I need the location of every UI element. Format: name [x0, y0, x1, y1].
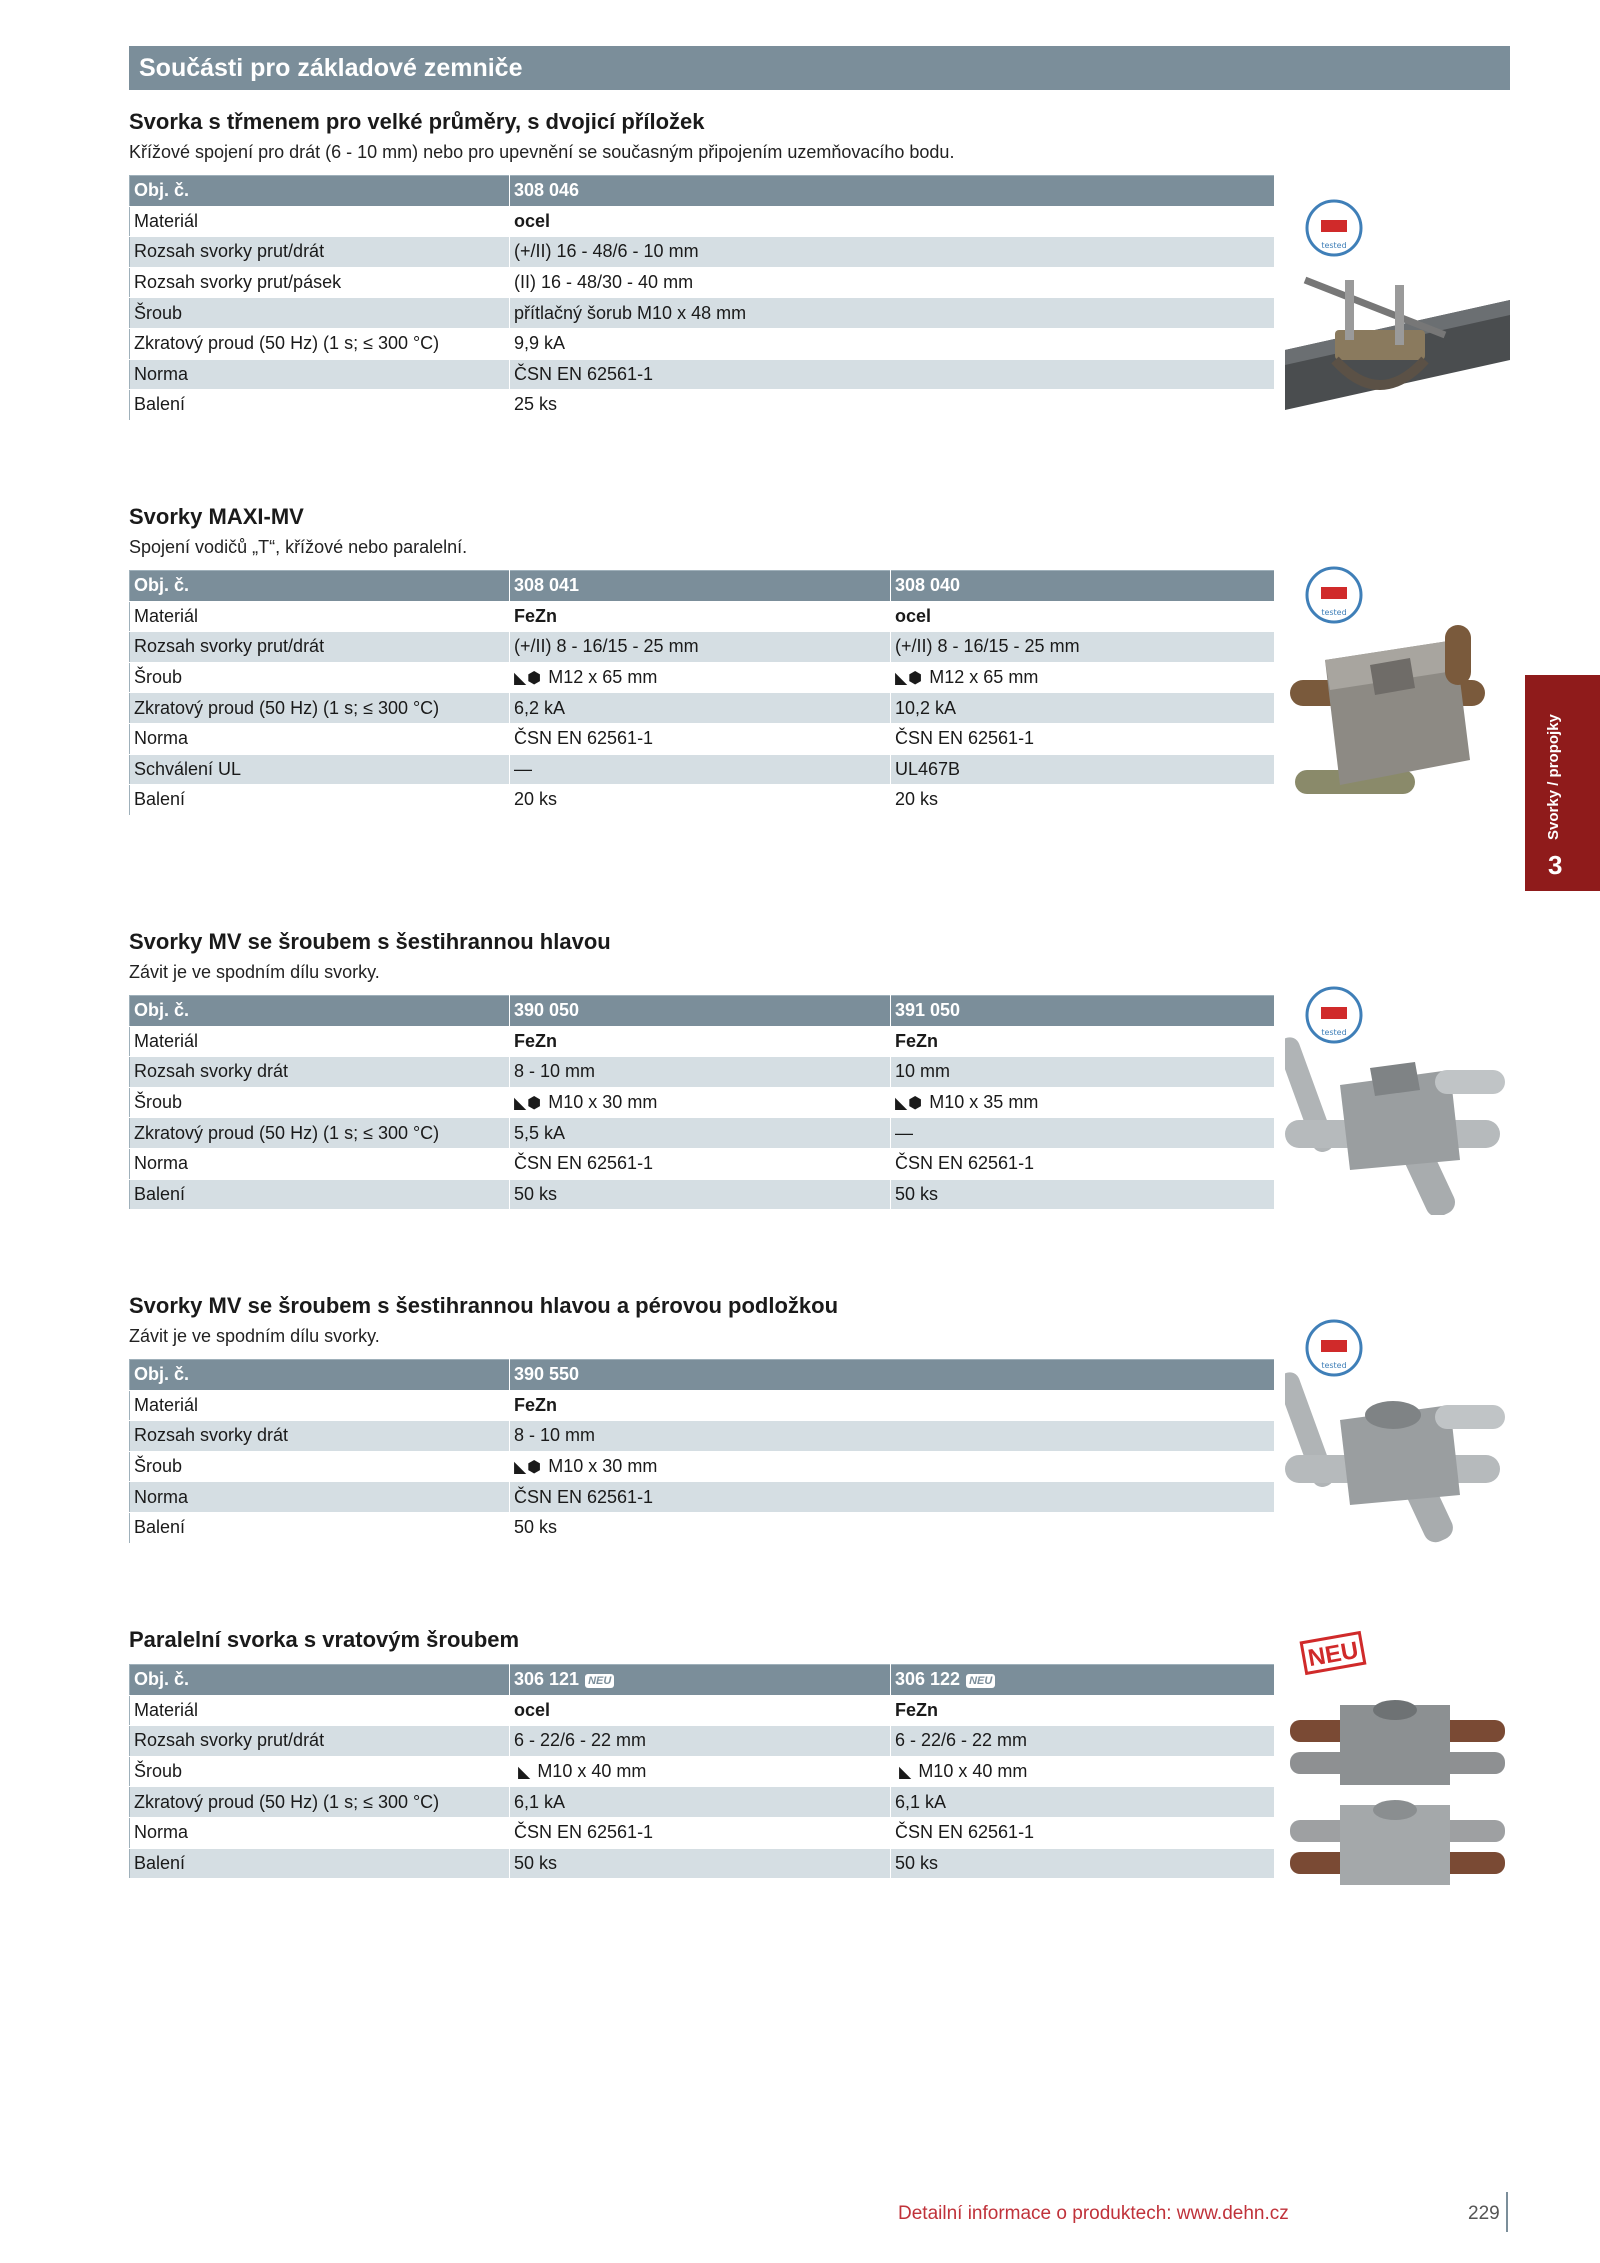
row-value: 20 ks — [510, 785, 891, 816]
row-label: Šroub — [130, 662, 510, 693]
row-label: Balení — [130, 1179, 510, 1210]
page-number-divider — [1506, 2192, 1508, 2232]
table-row — [130, 1695, 1275, 1726]
row-label: Materiál — [130, 206, 510, 237]
header-cell — [510, 1665, 891, 1696]
table-header-row — [130, 176, 1275, 207]
table-row — [130, 754, 1275, 785]
table-row — [130, 1390, 1275, 1421]
table-row — [130, 1118, 1275, 1149]
row-value: FeZn — [891, 1026, 1275, 1057]
row-label: Schválení UL — [130, 754, 510, 785]
table-row — [130, 632, 1275, 663]
hex-screw-icon: ◣⬢ — [514, 1095, 543, 1113]
mv-hex-clamp-photo — [1285, 1030, 1510, 1215]
row-value: FeZn — [510, 1390, 1275, 1421]
row-value: 10 mm — [891, 1057, 1275, 1088]
row-value-screw — [510, 1451, 1275, 1482]
header-cell: 390 550 — [510, 1360, 1275, 1391]
row-label: Norma — [130, 1148, 510, 1179]
row-value-screw — [891, 1756, 1275, 1787]
row-value: 10,2 kA — [891, 693, 1275, 724]
header-cell: 391 050 — [891, 996, 1275, 1027]
table-row — [130, 267, 1275, 298]
hex-screw-icon: ◣⬢ — [895, 670, 924, 688]
table-row — [130, 601, 1275, 632]
table-row — [130, 1057, 1275, 1088]
row-value: ČSN EN 62561-1 — [510, 1482, 1275, 1513]
row-value: FeZn — [510, 1026, 891, 1057]
screw-value: M10 x 35 mm — [929, 1092, 1039, 1113]
row-value: ČSN EN 62561-1 — [891, 1148, 1275, 1179]
table-row — [130, 1512, 1275, 1543]
table-row — [130, 785, 1275, 816]
screw-value: M10 x 40 mm — [918, 1761, 1028, 1782]
row-value: 25 ks — [510, 390, 1275, 421]
row-value: ČSN EN 62561-1 — [510, 1817, 891, 1848]
row-value: 6,1 kA — [891, 1787, 1275, 1818]
table-row — [130, 1482, 1275, 1513]
carriage-bolt-icon: ◣ — [899, 1764, 913, 1782]
row-label: Norma — [130, 1482, 510, 1513]
row-label: Rozsah svorky prut/drát — [130, 632, 510, 663]
header-cell: 308 040 — [891, 571, 1275, 602]
header-cell: Obj. č. — [130, 571, 510, 602]
header-cell: Obj. č. — [130, 1360, 510, 1391]
header-cell: 390 050 — [510, 996, 891, 1027]
row-label: Šroub — [130, 1756, 510, 1787]
row-label: Materiál — [130, 1695, 510, 1726]
row-value: (+/II) 8 - 16/15 - 25 mm — [510, 632, 891, 663]
row-value: ČSN EN 62561-1 — [510, 723, 891, 754]
screw-value: M10 x 40 mm — [537, 1761, 647, 1782]
row-value: 6,1 kA — [510, 1787, 891, 1818]
product-details-link[interactable]: Detailní informace o produktech: www.dehn.cz — [898, 2203, 1289, 2224]
table-row — [130, 359, 1275, 390]
spec-table — [129, 570, 1275, 816]
row-value-screw — [510, 1087, 891, 1118]
mv-hex-spring-clamp-photo — [1285, 1365, 1510, 1545]
row-label: Materiál — [130, 1390, 510, 1421]
table-row — [130, 1087, 1275, 1118]
row-value: 6 - 22/6 - 22 mm — [891, 1726, 1275, 1757]
table-header-row — [130, 1360, 1275, 1391]
row-value: FeZn — [891, 1695, 1275, 1726]
spec-table — [129, 1359, 1275, 1544]
section-subtitle: Spojení vodičů „T“, křížové nebo paralelní. — [129, 537, 468, 557]
row-value: 6 - 22/6 - 22 mm — [510, 1726, 891, 1757]
table-row — [130, 1787, 1275, 1818]
table-row — [130, 237, 1275, 268]
row-value: — — [891, 1118, 1275, 1149]
table-header-row — [130, 571, 1275, 602]
row-value: přítlačný šorub M10 x 48 mm — [510, 298, 1275, 329]
table-row — [130, 1026, 1275, 1057]
row-value: ČSN EN 62561-1 — [510, 359, 1275, 390]
header-cell: Obj. č. — [130, 996, 510, 1027]
section-title: Svorka s třmenem pro velké průměry, s dvojicí příložek — [129, 109, 705, 134]
section-title: Svorky MAXI-MV — [129, 504, 304, 529]
row-value: ocel — [891, 601, 1275, 632]
hex-screw-icon: ◣⬢ — [514, 1459, 543, 1477]
table-row — [130, 298, 1275, 329]
header-cell: Obj. č. — [130, 1665, 510, 1696]
chapter-side-tab[interactable] — [1525, 675, 1600, 891]
table-row — [130, 1421, 1275, 1452]
page-number: 229 — [1468, 2203, 1500, 2224]
screw-value: M12 x 65 mm — [548, 667, 658, 688]
neu-badge: NEU — [585, 1674, 614, 1688]
tested-label: tested — [1321, 1028, 1347, 1037]
section-mv-hex-spring — [129, 1292, 1274, 1544]
row-label: Norma — [130, 1817, 510, 1848]
row-value: 50 ks — [510, 1179, 891, 1210]
header-cell: 308 041 — [510, 571, 891, 602]
tested-label: tested — [1321, 608, 1347, 617]
row-value-screw — [891, 1087, 1275, 1118]
row-value: 9,9 kA — [510, 328, 1275, 359]
row-label: Materiál — [130, 601, 510, 632]
row-label: Rozsah svorky prut/drát — [130, 1726, 510, 1757]
section-mv-hex — [129, 928, 1274, 1210]
spec-table — [129, 175, 1275, 421]
table-row — [130, 1179, 1275, 1210]
row-label: Rozsah svorky drát — [130, 1057, 510, 1088]
neu-badge: NEU — [966, 1674, 995, 1688]
stirrup-clamp-photo — [1285, 240, 1510, 410]
row-label: Zkratový proud (50 Hz) (1 s; ≤ 300 °C) — [130, 1118, 510, 1149]
row-value: (+/II) 16 - 48/6 - 10 mm — [510, 237, 1275, 268]
section-stirrup-clamp — [129, 108, 1274, 421]
row-label: Rozsah svorky prut/pásek — [130, 267, 510, 298]
row-value: (+/II) 8 - 16/15 - 25 mm — [891, 632, 1275, 663]
row-label: Rozsah svorky prut/drát — [130, 237, 510, 268]
table-row — [130, 1817, 1275, 1848]
row-label: Šroub — [130, 298, 510, 329]
hex-screw-icon: ◣⬢ — [895, 1095, 924, 1113]
table-row — [130, 328, 1275, 359]
row-value: 50 ks — [510, 1512, 1275, 1543]
table-row — [130, 723, 1275, 754]
hex-screw-icon: ◣⬢ — [514, 670, 543, 688]
row-label: Šroub — [130, 1087, 510, 1118]
row-value: ocel — [510, 1695, 891, 1726]
tested-label: tested — [1321, 241, 1347, 250]
row-value: (II) 16 - 48/30 - 40 mm — [510, 267, 1275, 298]
section-title: Svorky MV se šroubem s šestihrannou hlavou a pérovou podložkou — [129, 1293, 839, 1318]
screw-value: M10 x 30 mm — [548, 1092, 658, 1113]
row-label: Balení — [130, 1848, 510, 1879]
section-parallel-clamp — [129, 1626, 1274, 1879]
row-label: Zkratový proud (50 Hz) (1 s; ≤ 300 °C) — [130, 693, 510, 724]
row-label: Norma — [130, 723, 510, 754]
neu-stamp: NEU — [1300, 1631, 1367, 1675]
section-subtitle: Křížové spojení pro drát (6 - 10 mm) nebo pro upevnění se současným připojením uzemňovacího bodu. — [129, 142, 955, 162]
row-value: 20 ks — [891, 785, 1275, 816]
section-title: Paralelní svorka s vratovým šroubem — [129, 1627, 520, 1652]
row-value: 50 ks — [891, 1179, 1275, 1210]
table-row — [130, 206, 1275, 237]
row-value: FeZn — [510, 601, 891, 632]
screw-value: M12 x 65 mm — [929, 667, 1039, 688]
row-value-screw — [510, 662, 891, 693]
row-value: 6,2 kA — [510, 693, 891, 724]
tested-label: tested — [1321, 1361, 1347, 1370]
row-value: 8 - 10 mm — [510, 1057, 891, 1088]
section-subtitle: Závit je ve spodním dílu svorky. — [129, 962, 380, 982]
row-value: ČSN EN 62561-1 — [891, 723, 1275, 754]
parallel-clamp-photo — [1285, 1680, 1510, 1890]
table-row — [130, 662, 1275, 693]
side-tab-number: 3 — [1548, 850, 1563, 880]
row-value: ČSN EN 62561-1 — [510, 1148, 891, 1179]
row-value: — — [510, 754, 891, 785]
row-label: Balení — [130, 1512, 510, 1543]
section-subtitle: Závit je ve spodním dílu svorky. — [129, 1326, 380, 1346]
table-row — [130, 1726, 1275, 1757]
row-label: Materiál — [130, 1026, 510, 1057]
row-value: UL467B — [891, 754, 1275, 785]
row-label: Norma — [130, 359, 510, 390]
article-number: 306 121 — [514, 1669, 580, 1690]
maxi-mv-clamp-photo — [1285, 610, 1490, 810]
row-value-screw — [891, 662, 1275, 693]
row-value: ocel — [510, 206, 1275, 237]
table-header-row — [130, 1665, 1275, 1696]
table-row — [130, 1451, 1275, 1482]
header-cell: 308 046 — [510, 176, 1275, 207]
header-cell — [891, 1665, 1275, 1696]
row-label: Rozsah svorky drát — [130, 1421, 510, 1452]
table-row — [130, 1756, 1275, 1787]
row-value: 5,5 kA — [510, 1118, 891, 1149]
table-row — [130, 693, 1275, 724]
row-label: Balení — [130, 390, 510, 421]
page-header: Součásti pro základové zemniče — [129, 46, 1510, 90]
row-label: Zkratový proud (50 Hz) (1 s; ≤ 300 °C) — [130, 1787, 510, 1818]
section-title: Svorky MV se šroubem s šestihrannou hlavou — [129, 929, 611, 954]
carriage-bolt-icon: ◣ — [518, 1764, 532, 1782]
screw-value: M10 x 30 mm — [548, 1456, 658, 1477]
header-cell: Obj. č. — [130, 176, 510, 207]
row-value: 50 ks — [510, 1848, 891, 1879]
row-label: Zkratový proud (50 Hz) (1 s; ≤ 300 °C) — [130, 328, 510, 359]
table-header-row — [130, 996, 1275, 1027]
spec-table — [129, 995, 1275, 1210]
table-row — [130, 1148, 1275, 1179]
article-number: 306 122 — [895, 1669, 961, 1690]
table-row — [130, 390, 1275, 421]
table-row — [130, 1848, 1275, 1879]
spec-table — [129, 1664, 1275, 1879]
row-label: Balení — [130, 785, 510, 816]
row-value: 50 ks — [891, 1848, 1275, 1879]
row-value: 8 - 10 mm — [510, 1421, 1275, 1452]
side-tab-label: Svorky / propojky — [1545, 714, 1562, 840]
section-maxi-mv — [129, 503, 1274, 816]
row-value: ČSN EN 62561-1 — [891, 1817, 1275, 1848]
row-label: Šroub — [130, 1451, 510, 1482]
row-value-screw — [510, 1756, 891, 1787]
